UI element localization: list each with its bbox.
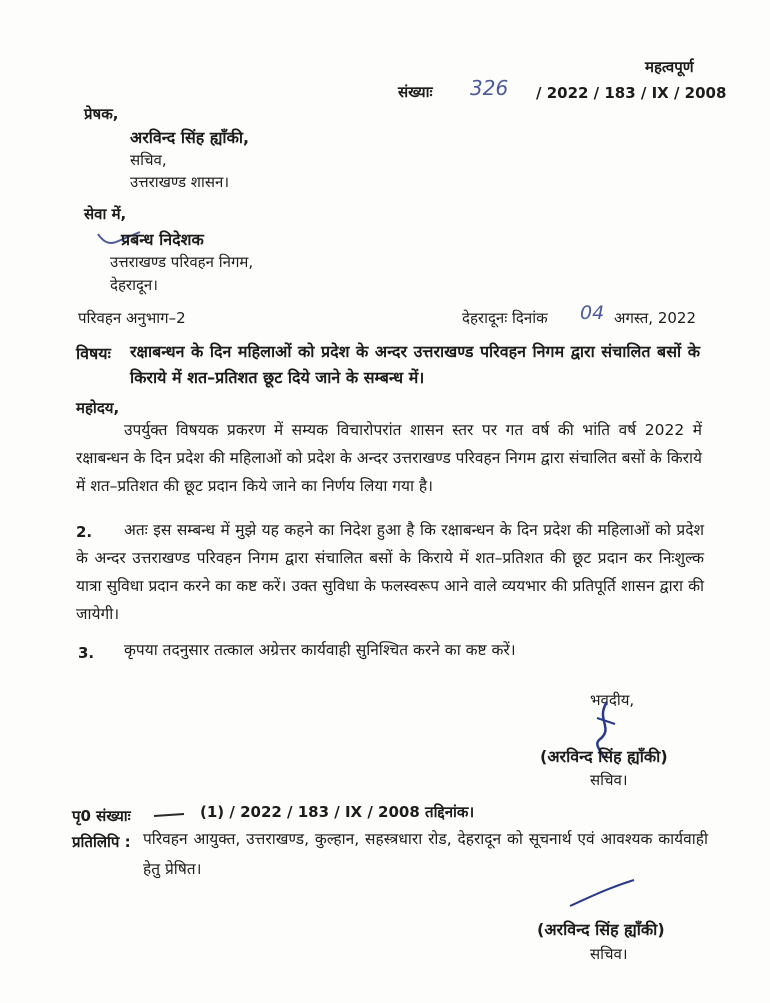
recipient-label: सेवा में,	[84, 205, 127, 223]
salutation: महोदय,	[76, 399, 120, 417]
signature-2-image	[568, 876, 638, 910]
paragraph-2: अतः इस सम्बन्ध में मुझे यह कहने का निदेश हुआ है कि रक्षाबन्धन के दिन प्रदेश की महिलाओं को प्रदेश के अन्दर उत्तराखण्ड परिवहन निगम द्वारा संचालित बसों के किराये में शत–प्रतिशत की छूट प्रदान कर निःशुल्क यात्रा सुविधा प्रदान करने का कष्ट करें। उक्त सुविधा के फलस्वरूप आने वाले व्ययभार की प्रतिपूर्ति शासन द्वारा की जायेगी।	[76, 521, 704, 623]
paragraph-2-number: 2.	[76, 523, 93, 541]
date-handwritten: 04	[580, 302, 605, 324]
signature-1-designation: सचिव।	[590, 771, 628, 789]
copy-label: प्रतिलिपि :	[72, 833, 131, 851]
recipient-designation: प्रबन्ध निदेशक	[121, 230, 204, 249]
sender-designation: सचिव,	[130, 151, 167, 169]
endorsement-number-label: पृ0 संख्याः	[72, 807, 131, 825]
closing-text: भवदीय,	[590, 691, 635, 709]
dash-mark-icon	[152, 810, 186, 820]
letter-number-suffix: / 2022 / 183 / IX / 2008	[536, 84, 727, 102]
paragraph-1: उपर्युक्त विषयक प्रकरण में सम्यक विचारोपरांत शासन स्तर पर गत वर्ष की भांति वर्ष 2022 में रक्षाबन्धन के दिन प्रदेश की महिलाओं को प्रदेश के अन्दर उत्तराखण्ड परिवहन निगम द्वारा संचालित बसों के किराये में शत–प्रतिशत की छूट प्रदान किये जाने का निर्णय लिया गया है।	[76, 421, 702, 495]
letter-number-handwritten: 326	[470, 76, 509, 100]
subject-text: रक्षाबन्धन के दिन महिलाओं को प्रदेश के अन्दर उत्तराखण्ड परिवहन निगम द्वारा संचालित बसों के किराये में शत–प्रतिशत छूट दिये जाने के सम्बन्ध में।	[130, 342, 700, 387]
letter-number-label: संख्याः	[398, 83, 433, 101]
section-label: परिवहन अनुभाग–2	[78, 309, 186, 327]
date-suffix: अगस्त, 2022	[614, 309, 697, 327]
signature-1-name: (अरविन्द सिंह ह्याँकी)	[540, 747, 668, 766]
priority-label: महत्वपूर्ण	[645, 58, 694, 76]
recipient-city: देहरादून।	[110, 276, 158, 294]
signature-2-designation: सचिव।	[590, 945, 628, 963]
date-prefix: देहरादूनः दिनांक	[462, 309, 548, 327]
endorsement-number-text: (1) / 2022 / 183 / IX / 2008 तद्दिनांक।	[200, 803, 475, 821]
paragraph-3-number: 3.	[78, 644, 95, 662]
paragraph-3: कृपया तदनुसार तत्काल अग्रेत्तर कार्यवाही सुनिश्चित करने का कष्ट करें।	[124, 641, 516, 659]
recipient-office: उत्तराखण्ड परिवहन निगम,	[110, 253, 254, 271]
copy-text: परिवहन आयुक्त, उत्तराखण्ड, कुल्हान, सहस्त्रधारा रोड, देहरादून को सूचनार्थ एवं आवश्यक कार्यवाही हेतु प्रेषित।	[143, 830, 708, 878]
subject-label: विषयः	[76, 344, 111, 363]
sender-office: उत्तराखण्ड शासन।	[130, 173, 230, 191]
sender-label: प्रेषक,	[84, 105, 119, 123]
signature-2-name: (अरविन्द सिंह ह्याँकी)	[537, 920, 665, 939]
sender-name: अरविन्द सिंह ह्याँकी,	[130, 128, 250, 147]
